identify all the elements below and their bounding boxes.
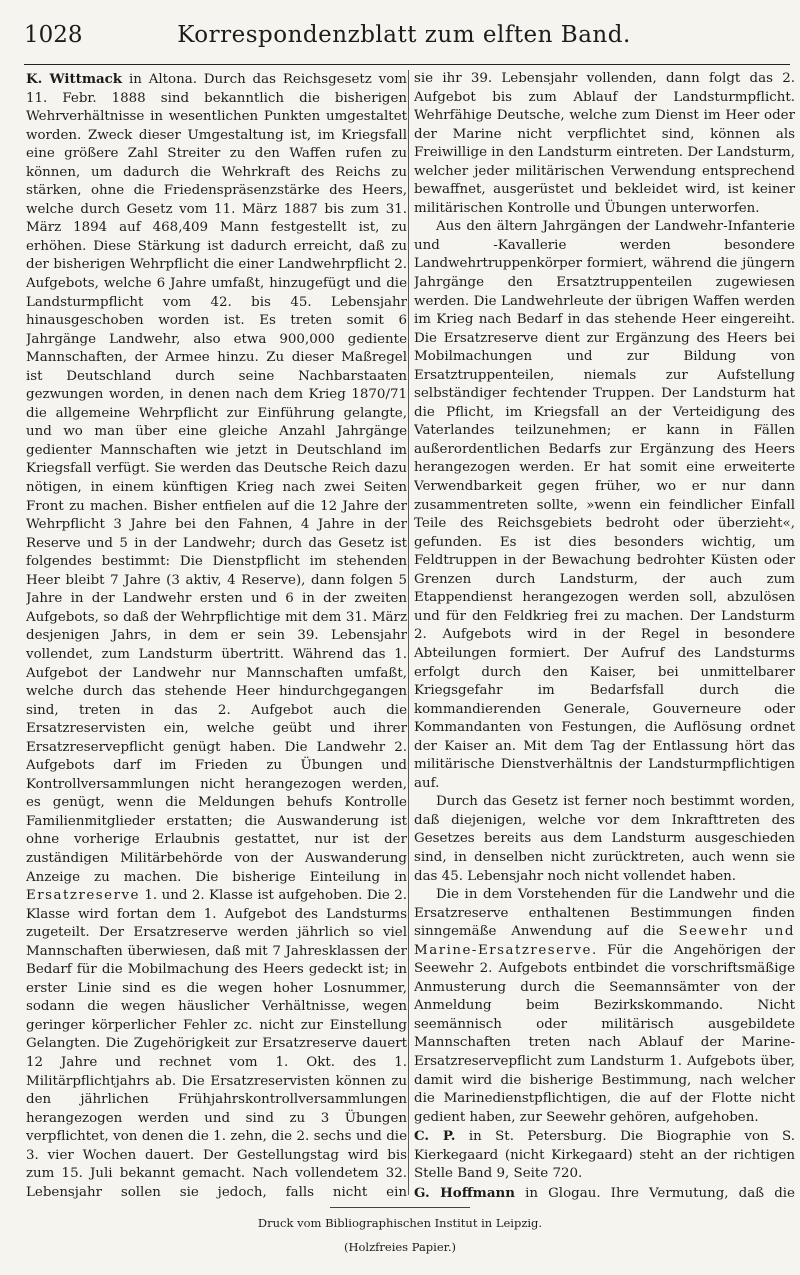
entry-text: in Altona. Durch das Reichsgesetz vom 11. Febr. 1888 sind bekanntlich die bisherigen Wehrverhältnisse in wesentlichen Punkten umgestaltet worden. Zweck dieser Umgestaltung ist, im Kriegsfall eine größere Zahl Streiter zu den Waffen rufen zu können, um dadurch die Wehrkraft des Reichs zu stärken, ohne die Friedenspräsenzstärke des Heers, welche durch Gesetz vom 11. März 1887 bis zum 31. März 1894 auf 468,409 Mann festgestellt ist, zu erhöhen. Diese Stärkung ist dadurch erreicht, daß zu der bisherigen Wehrpflicht die einer Landwehrpflicht 2. Aufgebots, welche 6 Jahre umfaßt, hinzugefügt und die Landsturmpflicht vom 42. bis 45. Lebensjahr hinausgeschoben worden ist. Es treten somit 6 Jahrgänge Landwehr, also etwa 900,000 gediente Mannschaften, der Armee hinzu. Zu dieser Maßregel ist Deutschland durch seine Nachbarstaaten gezwungen worden, in denen nach dem Krieg 1870/71 die allgemeine Wehrpflicht zur Einführung gelangte, und wo man über eine gleiche Anzahl Jahrgänge gedienter Mannschaften wie jetzt in Deutschland im Kriegsfall verfügt. Sie werden das Deutsche Reich dazu nötigen, in einem künftigen Krieg nach zwei Seiten Front zu machen. Bisher entfielen auf die 12 Jahre der Wehrpflicht 3 Jahre bei den Fahnen, 4 Jahre in der Reserve und 5 in der Landwehr; durch das Gesetz ist folgendes bestimmt: Die Dienstpflicht im stehenden Heer bleibt 7 Jahre (3 aktiv, 4 Reserve), dann folgen 5 Jahre in der Landwehr ersten und 6 in der zweiten Aufgebots, so daß der Wehrpflichtige mit dem 31. März desjenigen Jahrs, in dem er sein 39. Lebensjahr vollendet, zum Landsturm übertritt. Während das 1. Aufgebot der Landwehr nur Mannschaften umfaßt, welche durch das stehende Heer hindurchgegangen sind, treten in das 2. Aufgebot auch die Ersatzreservisten ein, welche geübt und ihrer Ersatzreservepflicht genügt haben. Die Landwehr 2. Aufgebots darf im Frieden zu Übungen und Kontrollversammlungen nicht herangezogen werden, es genügt, wenn die Meldungen behufs Kontrolle Familienmitglieder erstatten; die Auswanderung ist ohne vorherige Erlaubnis gestattet, nur ist der zuständigen Militärbehörde von der Auswanderung Anzeige zu machen. Die bisherige Einteilung in — [26, 72, 407, 885]
entry-text: in Glogau. Ihre Vermutung, daß die — [525, 1185, 795, 1200]
footer-rule — [330, 1207, 470, 1208]
paper-note: (Holzfreies Papier.) — [343, 1240, 457, 1254]
left-column — [26, 70, 407, 1200]
right-column — [414, 70, 795, 1200]
header-rule — [24, 64, 790, 65]
paragraph-text: . Für die Angehörigen der Seewehr 2. Aufgebots entbindet die vorschriftsmäßige Anmusterung durch die Seemannsämter von der Anmeldung beim Bezirkskommando. Nicht seemännisch oder militärisch ausgebildete Mannschaften treten nach Ablauf der Marine-Ersatzreservepflicht zum Landsturm 1. Aufgebots über, damit wird die bisherige Bestimmung, nach welcher die Marinedienstpflichtigen, die auf der Flotte nicht gedient haben, zur Seewehr gehören, aufgehoben. — [414, 942, 795, 1125]
paragraph — [414, 886, 795, 1127]
spaced-term: Ersatzreserve — [26, 888, 140, 904]
column-divider — [408, 70, 409, 1195]
entry-cp — [414, 1127, 795, 1184]
paragraph-text: Die in dem Vorstehenden für die Landwehr und die Ersatzreserve enthaltenen Bestimmungen finden sinngemäße Anwendung auf die — [414, 887, 795, 940]
page-number: 1028 — [24, 22, 83, 48]
page-header — [24, 22, 784, 62]
paragraph: Durch das Gesetz ist ferner noch bestimmt worden, daß diejenigen, welche vor dem Inkrafttreten des Gesetzes bereits aus dem Landsturm ausgeschieden sind, in denselben nicht zurücktreten, auch wenn sie das 45. Lebensjahr noch nicht vollendet haben. — [414, 794, 795, 884]
entry-text: in St. Petersburg. Die Biographie von S. Kierkegaard (nicht Kirkegaard) steht an der richtigen Stelle Band 9, Seite 720. — [414, 1129, 795, 1182]
entry-name: C. P. — [414, 1128, 456, 1145]
spaced-term: Seewehr und Marine-Ersatzreserve — [414, 924, 795, 958]
entry-wittmack — [26, 70, 407, 1200]
entry-text: 1. und 2. Klasse ist aufgehoben. Die 2. Klasse wird fortan dem 1. Aufgebot des Landsturms zugeteilt. Der Ersatzreserve werden jährlich so viel Mannschaften überwiesen, daß mit 7 Jahresklassen der Bedarf für die Mobilmachung des Heers gedeckt ist; in erster Linie sind es die wegen hoher Losnummer, sodann die wegen häuslicher Verhältnisse, wegen geringer körperlicher Fehler zc. nicht zur Einstellung Gelangten. Die Zugehörigkeit zur Ersatzreserve dauert 12 Jahre und rechnet vom 1. Okt. des 1. Militärpflichtjahrs ab. Die Ersatzreservisten können zu den jährlichen Frühjahrskontrollversammlungen herangezogen werden und sind zu 3 Übungen verpflichtet, von denen die 1. zehn, die 2. sechs und die 3. vier Wochen dauert. Der Gestellungstag wird bis zum 15. Juli bekannt gemacht. Nach vollendetem 32. Lebensjahr sollen sie jedoch, falls nicht ein — [26, 888, 407, 1200]
entry-name: G. Hoffmann — [414, 1184, 516, 1200]
entry-name: K. Wittmack — [26, 71, 123, 87]
paragraph: Aus den ältern Jahrgängen der Landwehr-Infanterie und -Kavallerie werden besondere Landwehrtruppenkörper formiert, während die jüngern Jahrgänge den Ersatztruppenteilen zugewiesen werden. Die Landwehrleute der übrigen Waffen werden im Krieg nach Bedarf in das stehende Heer eingereiht. Die Ersatzreserve dient zur Ergänzung des Heers bei Mobilmachungen und zur Bildung von Ersatztruppenteilen, niemals zur Aufstellung selbständiger fechtender Truppen. Der Landsturm hat die Pflicht, im Kriegsfall an der Verteidigung des Vaterlandes teilzunehmen; er kann in Fällen außerordentlichen Bedarfs zur Ergänzung des Heers herangezogen werden. Er hat somit eine erweiterte Verwendbarkeit gegen früher, wo er nur dann zusammentreten sollte, »wenn ein feindlicher Einfall Teile des Reichsgebiets bedroht oder überzieht«, gefunden. Es ist dies besonders wichtig, um Feldtruppen in der Bewachung bedrohter Küsten oder Grenzen durch Landsturm, der auch zum Etappendienst herangezogen werden soll, abzulösen und für den Feldkrieg frei zu machen. Der Landsturm 2. Aufgebots wird in der Regel in besondere Abteilungen formiert. Der Aufruf des Landsturms erfolgt durch den Kaiser, bei unmittelbarer Kriegsgefahr im Bedarfsfall durch die kommandierenden Generale, Gouverneure oder Kommandanten von Festungen, die Auflösung ordnet der Kaiser an. Mit dem Tag der Entlassung hört das militärische Dienstverhältnis der Landsturmpflichtigen auf. — [414, 219, 795, 791]
entry-hoffmann — [414, 1184, 795, 1200]
running-title: Korrespondenzblatt zum elften Band. — [177, 22, 631, 48]
paragraph: sie ihr 39. Lebensjahr vollenden, dann folgt das 2. Aufgebot bis zum Ablauf der Landsturmpflicht. Wehrfähige Deutsche, welche zum Dienst im Heer oder der Marine nicht verpflichtet sind, können als Freiwillige in den Landsturm eintreten. Der Landsturm, welcher jeder militärischen Verwendung entsprechend bewaffnet, ausgerüstet und bekleidet wird, ist keiner militärischen Kontrolle und Übungen unterworfen. — [414, 71, 795, 216]
printer-note: Druck vom Bibliographischen Institut in Leipzig. — [257, 1216, 543, 1230]
